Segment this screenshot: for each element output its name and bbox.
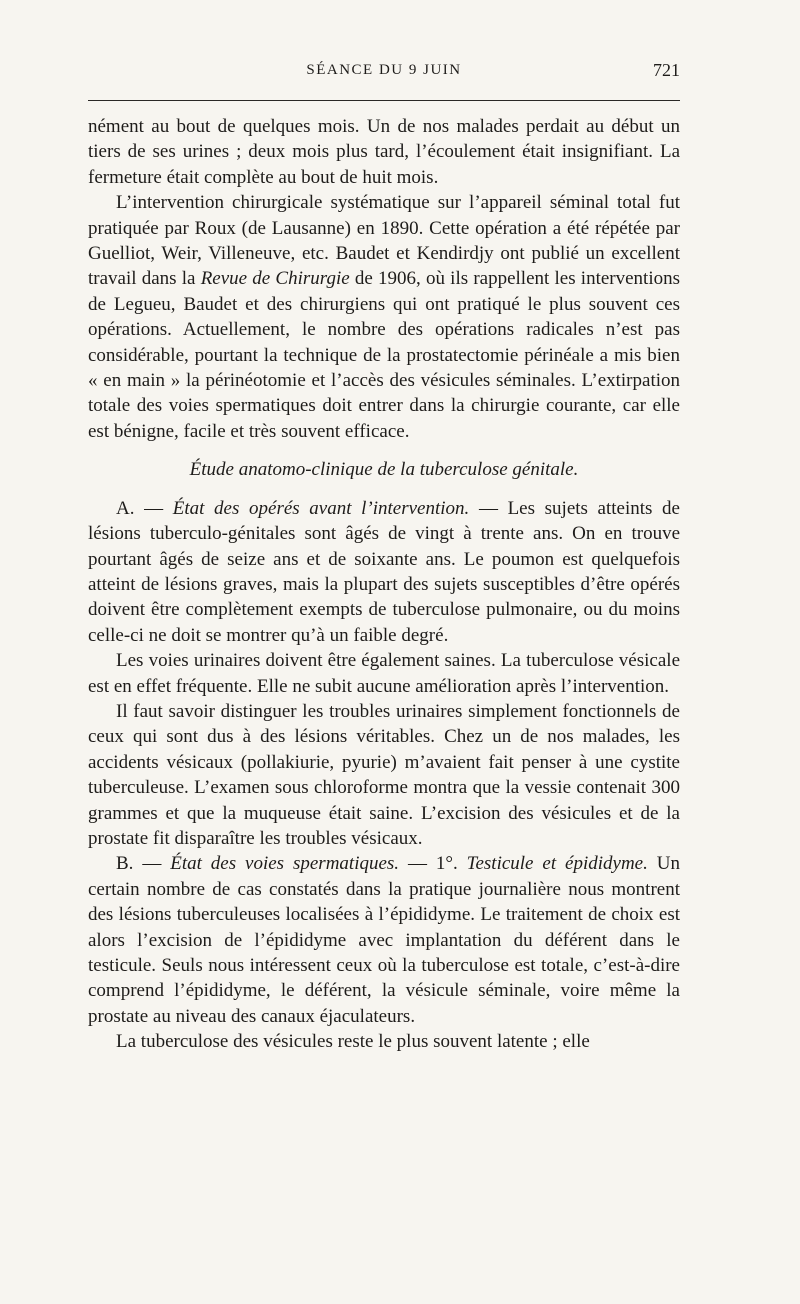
paragraph-6-text: Un certain nombre de cas constatés dans la pratique journalière nous montrent des lésions tuberculeuses localisées à l’épididyme. Le traitement de choix est alors l’excision de l’épididyme avec implantation du déférent dans le testicule. Seuls nous intéressent ceux où la tuberculose est totale, c’est-à-dire comprend l’épididyme, le déférent, la vésicule séminale, voire même la prostate au niveau des canaux éjaculateurs.	[88, 853, 680, 1027]
paragraph-3	[88, 496, 680, 648]
header-rule	[88, 100, 680, 101]
journal-title: Revue de Chirurgie	[200, 268, 350, 290]
paragraph-2-text-b: de 1906, où ils rappellent les interventions de Legueu, Baudet et des chirurgiens qui ont pratiqué le plus souvent ces opérations. Actuellement, le nombre des opérations radicales n’est pas considérable, pourtant la technique de la prostatectomie périnéale a mis bien « en main » la périnéotomie et l’accès des vésicules séminales. L’extirpation totale des voies spermatiques doit entrer dans la chirurgie courante, car elle est bénigne, facile et très souvent efficace.	[88, 268, 681, 442]
paragraph-6-subheading: Testicule et épididyme.	[466, 853, 648, 875]
paragraph-6-mid: — 1°.	[399, 853, 467, 875]
running-title: SÉANCE DU 9 JUIN	[306, 62, 462, 78]
paragraph-6-label: B. —	[116, 853, 171, 875]
paragraph-6-heading: État des voies spermatiques.	[170, 853, 400, 875]
page-header	[88, 58, 680, 88]
body-text	[88, 114, 680, 1055]
paragraph-3-heading: État des opérés avant l’intervention.	[172, 497, 470, 519]
paragraph-3-label: A. —	[116, 497, 173, 519]
section-title: Étude anatomo-clinique de la tuberculose génitale.	[189, 459, 579, 481]
paragraph-4: Les voies urinaires doivent être également saines. La tuberculose vésicale est en effet fréquente. Elle ne subit aucune amélioration après l’intervention.	[88, 650, 680, 697]
paragraph-7: La tuberculose des vésicules reste le plus souvent latente ; elle	[116, 1031, 590, 1053]
paragraph-3-text: — Les sujets atteints de lésions tuberculo-génitales sont âgés de vingt à trente ans. On en trouve pourtant âgés de seize ans et de soixante ans. Le poumon est quelquefois atteint de lésions graves, mais la plupart des sujets susceptibles d’être opérés doivent être complètement exempts de tuberculose pulmonaire, ou du moins celle-ci ne doit se montrer qu’à un faible degré.	[88, 497, 680, 646]
paragraph-2-text-a: L’intervention chirurgicale systématique sur l’appareil séminal total fut pratiquée par Roux (de Lausanne) en 1890. Cette opération a été répétée par Guelliot, Weir, Villeneuve, etc. Baudet et Kendirdjy ont publié un excellent travail dans la	[88, 192, 680, 290]
paragraph-2	[88, 190, 680, 444]
page-number: 721	[653, 60, 680, 80]
paragraph-6	[88, 851, 680, 1029]
paragraph-5: Il faut savoir distinguer les troubles urinaires simplement fonctionnels de ceux qui sont dus à des lésions véritables. Chez un de nos malades, les accidents vésicaux (pollakiurie, pyurie) m’avaient fait penser à une cystite tuberculeuse. L’examen sous chloroforme montra que la vessie contenait 300 grammes et que la muqueuse était saine. L’excision des vésicules et de la prostate fit disparaître les troubles vésicaux.	[88, 700, 680, 849]
paragraph-1: nément au bout de quelques mois. Un de nos malades perdait au début un tiers de ses urines ; deux mois plus tard, l’écoulement était insignifiant. La fermeture était complète au bout de huit mois.	[88, 116, 680, 188]
